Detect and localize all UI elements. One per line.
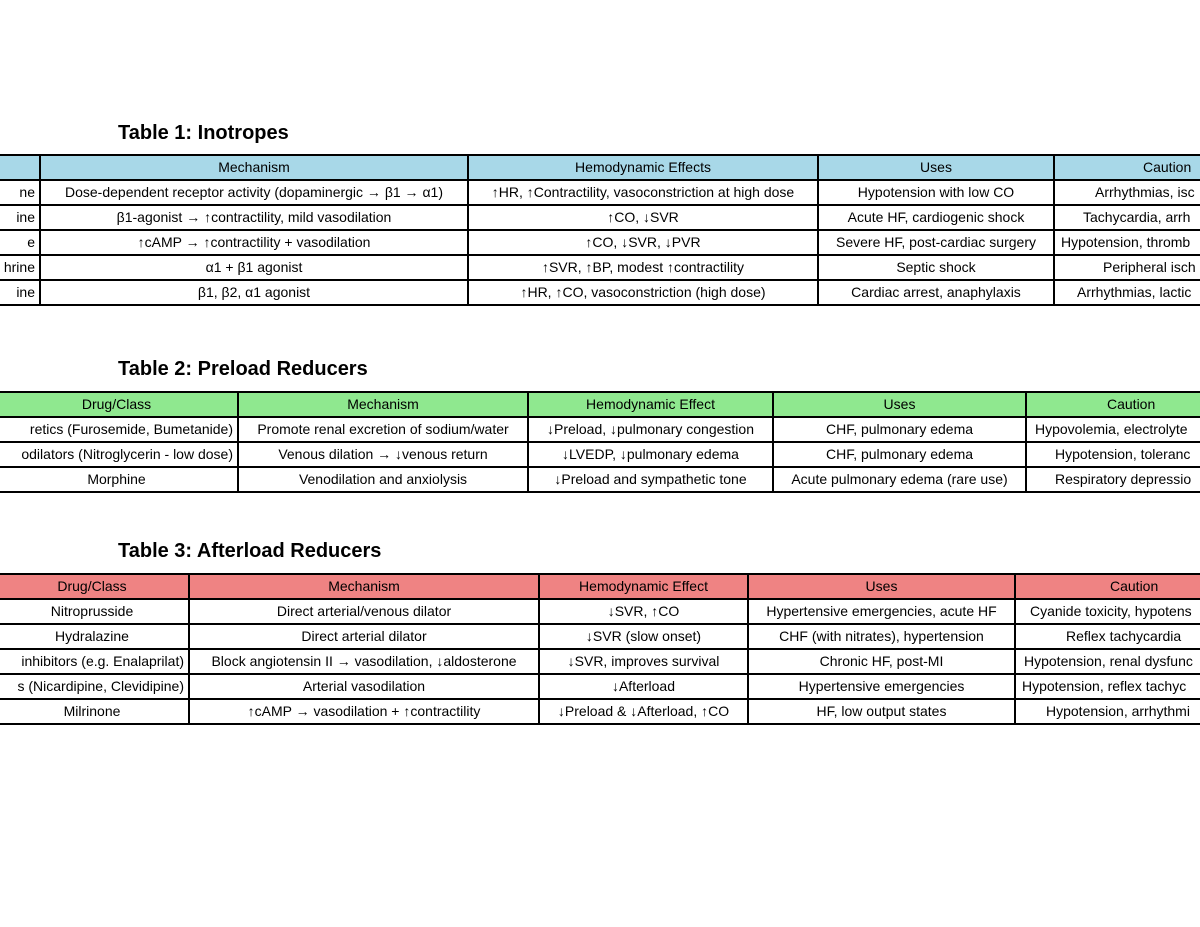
header-effect: Hemodynamic Effect	[539, 574, 748, 599]
cell-drug: e	[0, 230, 40, 255]
cell-caution: Arrhythmias, isc	[1054, 180, 1200, 205]
cell-caution: Hypovolemia, electrolyte	[1026, 417, 1200, 442]
table-row	[0, 699, 1200, 724]
table-row	[0, 649, 1200, 674]
cell-effect: ↑SVR, ↑BP, modest ↑contractility	[468, 255, 818, 280]
cell-uses: Septic shock	[818, 255, 1054, 280]
header-mechanism: Mechanism	[238, 392, 528, 417]
afterload-reducers-table	[0, 573, 1200, 725]
cell-uses: Cardiac arrest, anaphylaxis	[818, 280, 1054, 305]
header-drug	[0, 155, 40, 180]
cell-uses: Acute HF, cardiogenic shock	[818, 205, 1054, 230]
cell-uses: HF, low output states	[748, 699, 1015, 724]
table-row	[0, 205, 1200, 230]
cell-caution: Hypotension, reflex tachyc	[1015, 674, 1200, 699]
cell-drug-class: retics (Furosemide, Bumetanide)	[0, 417, 238, 442]
table-row	[0, 674, 1200, 699]
cell-mechanism: β1, β2, α1 agonist	[40, 280, 468, 305]
cell-effect: ↓Preload, ↓pulmonary congestion	[528, 417, 773, 442]
cell-uses: Hypotension with low CO	[818, 180, 1054, 205]
cell-effect: ↓Preload and sympathetic tone	[528, 467, 773, 492]
inotropes-table	[0, 154, 1200, 306]
cell-drug: ine	[0, 280, 40, 305]
table-row	[0, 280, 1200, 305]
header-drug-class: Drug/Class	[0, 392, 238, 417]
cell-caution: Hypotension, toleranc	[1026, 442, 1200, 467]
cell-uses: Hypertensive emergencies, acute HF	[748, 599, 1015, 624]
header-uses: Uses	[748, 574, 1015, 599]
cell-effect: ↓Preload & ↓Afterload, ↑CO	[539, 699, 748, 724]
cell-drug-class: inhibitors (e.g. Enalaprilat)	[0, 649, 189, 674]
cell-caution: Arrhythmias, lactic	[1054, 280, 1200, 305]
table-header-row	[0, 392, 1200, 417]
cell-effect: ↓Afterload	[539, 674, 748, 699]
cell-mechanism: ↑cAMP → vasodilation + ↑contractility	[189, 699, 539, 724]
header-drug-class: Drug/Class	[0, 574, 189, 599]
cell-mechanism: Venodilation and anxiolysis	[238, 467, 528, 492]
cell-mechanism: β1-agonist → ↑contractility, mild vasodilation	[40, 205, 468, 230]
cell-drug-class: Morphine	[0, 467, 238, 492]
cell-drug: ine	[0, 205, 40, 230]
cell-uses: Hypertensive emergencies	[748, 674, 1015, 699]
cell-uses: Chronic HF, post-MI	[748, 649, 1015, 674]
cell-effect: ↑CO, ↓SVR, ↓PVR	[468, 230, 818, 255]
cell-mechanism: Dose-dependent receptor activity (dopaminergic → β1 → α1)	[40, 180, 468, 205]
header-effect: Hemodynamic Effect	[528, 392, 773, 417]
header-mechanism: Mechanism	[189, 574, 539, 599]
cell-effect: ↓SVR, improves survival	[539, 649, 748, 674]
cell-effect: ↓SVR (slow onset)	[539, 624, 748, 649]
cell-drug-class: Hydralazine	[0, 624, 189, 649]
cell-mechanism: Promote renal excretion of sodium/water	[238, 417, 528, 442]
cell-mechanism: Block angiotensin II → vasodilation, ↓aldosterone	[189, 649, 539, 674]
cell-caution: Respiratory depressio	[1026, 467, 1200, 492]
cell-uses: Acute pulmonary edema (rare use)	[773, 467, 1026, 492]
cell-caution: Peripheral isch	[1054, 255, 1200, 280]
cell-mechanism: Venous dilation → ↓venous return	[238, 442, 528, 467]
cell-drug-class: odilators (Nitroglycerin - low dose)	[0, 442, 238, 467]
table-row	[0, 255, 1200, 280]
table1-title: Table 1: Inotropes	[118, 122, 289, 144]
cell-caution: Cyanide toxicity, hypotens	[1015, 599, 1200, 624]
preload-reducers-table	[0, 391, 1200, 493]
cell-mechanism: ↑cAMP → ↑contractility + vasodilation	[40, 230, 468, 255]
table-row	[0, 467, 1200, 492]
cell-drug-class: Milrinone	[0, 699, 189, 724]
table-row	[0, 417, 1200, 442]
cell-caution: Hypotension, thromb	[1054, 230, 1200, 255]
cell-uses: CHF, pulmonary edema	[773, 417, 1026, 442]
cell-mechanism: α1 + β1 agonist	[40, 255, 468, 280]
cell-effect: ↑HR, ↑Contractility, vasoconstriction at high dose	[468, 180, 818, 205]
header-mechanism: Mechanism	[40, 155, 468, 180]
cell-drug-class: s (Nicardipine, Clevidipine)	[0, 674, 189, 699]
cell-caution: Hypotension, arrhythmi	[1015, 699, 1200, 724]
table-header-row	[0, 574, 1200, 599]
cell-drug: ne	[0, 180, 40, 205]
cell-effect: ↑CO, ↓SVR	[468, 205, 818, 230]
cell-drug-class: Nitroprusside	[0, 599, 189, 624]
cell-mechanism: Direct arterial dilator	[189, 624, 539, 649]
table2-title: Table 2: Preload Reducers	[118, 358, 368, 380]
table-header-row	[0, 155, 1200, 180]
header-caution: Caution	[1054, 155, 1200, 180]
cell-effect: ↑HR, ↑CO, vasoconstriction (high dose)	[468, 280, 818, 305]
cell-mechanism: Direct arterial/venous dilator	[189, 599, 539, 624]
header-effects: Hemodynamic Effects	[468, 155, 818, 180]
cell-uses: Severe HF, post-cardiac surgery	[818, 230, 1054, 255]
cell-effect: ↓SVR, ↑CO	[539, 599, 748, 624]
header-caution: Caution	[1015, 574, 1200, 599]
cell-effect: ↓LVEDP, ↓pulmonary edema	[528, 442, 773, 467]
table-row	[0, 230, 1200, 255]
table-row	[0, 599, 1200, 624]
cell-mechanism: Arterial vasodilation	[189, 674, 539, 699]
header-uses: Uses	[773, 392, 1026, 417]
cell-uses: CHF, pulmonary edema	[773, 442, 1026, 467]
table-row	[0, 180, 1200, 205]
cell-uses: CHF (with nitrates), hypertension	[748, 624, 1015, 649]
header-caution: Caution	[1026, 392, 1200, 417]
header-uses: Uses	[818, 155, 1054, 180]
cell-caution: Reflex tachycardia	[1015, 624, 1200, 649]
cell-drug: hrine	[0, 255, 40, 280]
cell-caution: Tachycardia, arrh	[1054, 205, 1200, 230]
table-row	[0, 442, 1200, 467]
cell-caution: Hypotension, renal dysfunc	[1015, 649, 1200, 674]
table-row	[0, 624, 1200, 649]
table3-title: Table 3: Afterload Reducers	[118, 540, 382, 562]
